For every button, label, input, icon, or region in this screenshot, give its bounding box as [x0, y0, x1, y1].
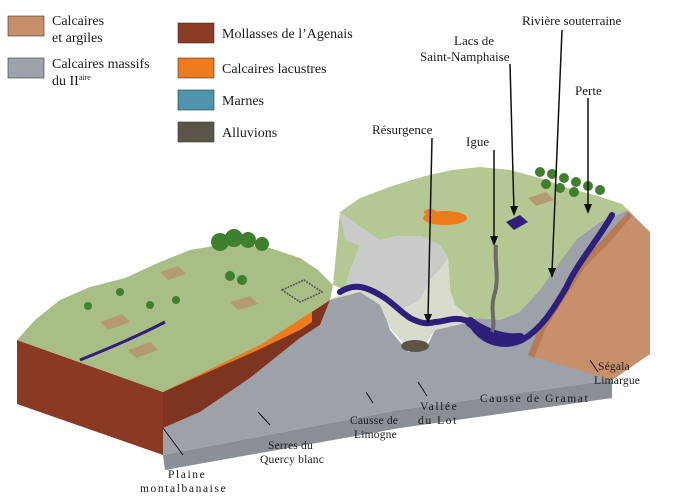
legend-label-calcaires-2: et argiles: [52, 31, 103, 46]
legend-label-alluvions: Alluvions: [222, 126, 278, 141]
legend-label-lacustres: Calcaires lacustres: [222, 62, 327, 77]
legend-label-massifs-1: Calcaires massifs: [52, 57, 150, 72]
label-resurgence: Résurgence: [372, 122, 433, 137]
region-limogne-1: Causse de: [350, 415, 399, 427]
region-plaine-2: montalbanaise: [140, 483, 228, 495]
label-riviere-souterraine: Rivière souterraine: [522, 13, 622, 28]
legend-label-massifs-2a: du II: [52, 74, 79, 89]
region-limogne-2: Limogne: [354, 429, 397, 441]
legend-swatch-calcaires-argiles: [8, 16, 44, 36]
legend: [8, 14, 353, 142]
legend-label-mollasses: Mollasses de l’Agenais: [222, 27, 353, 42]
legend-swatch-mollasses: [178, 23, 214, 43]
region-serres-1: Serres du: [268, 440, 313, 452]
region-segala-1: Ségala: [598, 361, 630, 373]
label-igue: Igue: [466, 134, 490, 149]
annotation-labels: [372, 13, 621, 149]
legend-label-calcaires-1: Calcaires: [52, 14, 105, 29]
label-lacs-1: Lacs de: [454, 33, 495, 48]
legend-label-massifs-2: [52, 73, 91, 89]
region-vallee-2: du Lot: [418, 415, 458, 427]
alluvium-pocket: [401, 340, 429, 352]
region-plaine-1: Plaine: [168, 469, 207, 481]
region-serres-2: Quercy blanc: [260, 454, 325, 466]
legend-swatch-calcaires-massifs: [8, 58, 44, 78]
legend-swatch-marnes: [178, 90, 214, 110]
legend-swatch-alluvions: [178, 122, 214, 142]
legend-swatch-lacustres: [178, 58, 214, 78]
region-vallee-1: Vallée: [420, 401, 459, 413]
legend-label-marnes: Marnes: [222, 94, 264, 109]
label-perte: Perte: [575, 83, 602, 98]
region-gramat: Causse de Gramat: [480, 393, 590, 405]
label-lacs-2: Saint-Namphaise: [420, 49, 510, 64]
region-segala-2: Limargue: [594, 375, 641, 387]
legend-label-massifs-sup: aire: [78, 73, 91, 82]
